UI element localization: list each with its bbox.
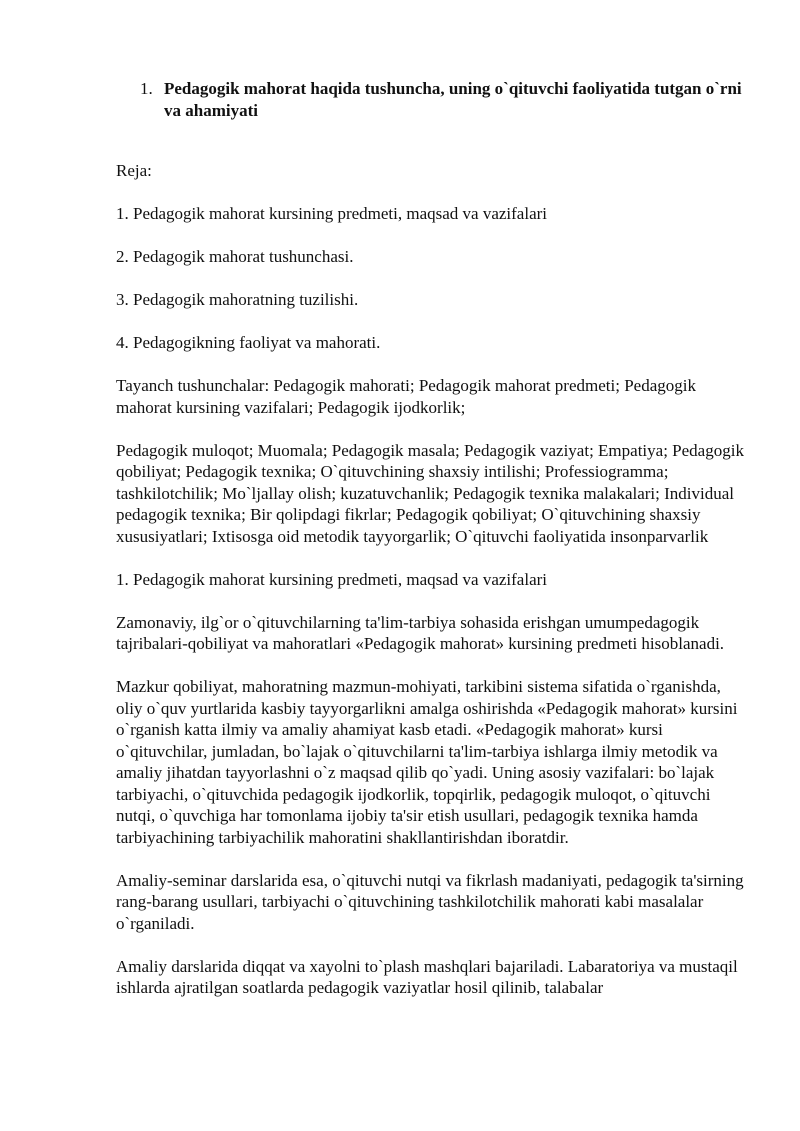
plan-item: 3. Pedagogik mahoratning tuzilishi. bbox=[116, 290, 359, 309]
heading-title: Pedagogik mahorat haqida tushuncha, uning o`qituvchi faoliyatida tutgan o`rni va ahamiyati bbox=[164, 79, 742, 120]
body-paragraph: Zamonaviy, ilg`or o`qituvchilarning ta'lim-tarbiya sohasida erishgan umumpedagogik tajribalari-qobiliyat va mahoratlari «Pedagogik mahorat» kursining predmeti hisoblanadi. bbox=[116, 612, 725, 653]
body-paragraph: Amaliy darslarida diqqat va xayolni to`plash mashqlari bajariladi. Labaratoriya va mustaqil ishlarda ajratilgan soatlarda pedagogik vaziyatlar hosil qilinib, talabalar bbox=[116, 956, 738, 997]
plan-item: 4. Pedagogikning faoliyat va mahorati. bbox=[116, 333, 381, 352]
plan-label: Reja: bbox=[116, 161, 152, 180]
body-paragraph: Mazkur qobiliyat, mahoratning mazmun-mohiyati, tarkibini sistema sifatida o`rganishda, oliy o`quv yurtlarida kasbiy tayyorgarlikni amalga oshirishda «Pedagogik mahorat» kursini o`rganish katta ilmiy va amaliy ahamiyat kasb etadi. «Pedagogik mahorat» kursi o`qituvchilar, jumladan, bo`lajak o`qituvchilarni ta'lim-tarbiya ishlarga ilmiy metodik va amaliy jihatdan tayyorlashni o`z maqsad qilib qo`yadi. Uning asosiy vazifalari: bo`lajak tarbiyachi, o`qituvchida pedagogik ijodkorlik, topqirlik, pedagogik muloqot, o`qituvchi nutqi, o`quvchiga har tomonlama ijobiy ta'sir etish usullari, pedagogik texnika hamda tarbiyachining tarbiyachilik mahoratini shakllantirishdan iboratdir. bbox=[116, 677, 738, 847]
section-subheading: 1. Pedagogik mahorat kursining predmeti, maqsad va vazifalari bbox=[116, 569, 548, 589]
body-paragraph: Amaliy-seminar darslarida esa, o`qituvchi nutqi va fikrlash madaniyati, pedagogik ta'sirning rang-barang usullari, tarbiyachi o`qituvchining tashkilotchilik mahorati kabi masalalar o`rganiladi. bbox=[116, 870, 744, 933]
document-body bbox=[116, 160, 746, 1020]
plan-item: 2. Pedagogik mahorat tushunchasi. bbox=[116, 247, 354, 266]
section-heading bbox=[140, 78, 750, 121]
heading-number: 1. bbox=[140, 79, 153, 98]
key-terms-list: Pedagogik muloqot; Muomala; Pedagogik masala; Pedagogik vaziyat; Empatiya; Pedagogik qobiliyat; Pedagogik texnika; O`qituvchining shaxsiy intilishi; Professiogramma; tashkilotchilik; Mo`ljallay olish; kuzatuvchanlik; Pedagogik texnika malakalari; Individual pedagogik texnika; Bir qolipdagi fikrlar; Pedagogik qobiliyat; O`qituvchining shaxsiy xususiyatlari; Ixtisosga oid metodik tayyorgarlik; O`qituvchi faoliyatida insonparvarlik bbox=[116, 440, 744, 546]
key-terms-paragraph: Tayanch tushunchalar: Pedagogik mahorati; Pedagogik mahorat predmeti; Pedagogik mahorat kursining vazifalari; Pedagogik ijodkorlik; bbox=[116, 376, 696, 417]
plan-item: 1. Pedagogik mahorat kursining predmeti, maqsad va vazifalari bbox=[116, 204, 548, 223]
